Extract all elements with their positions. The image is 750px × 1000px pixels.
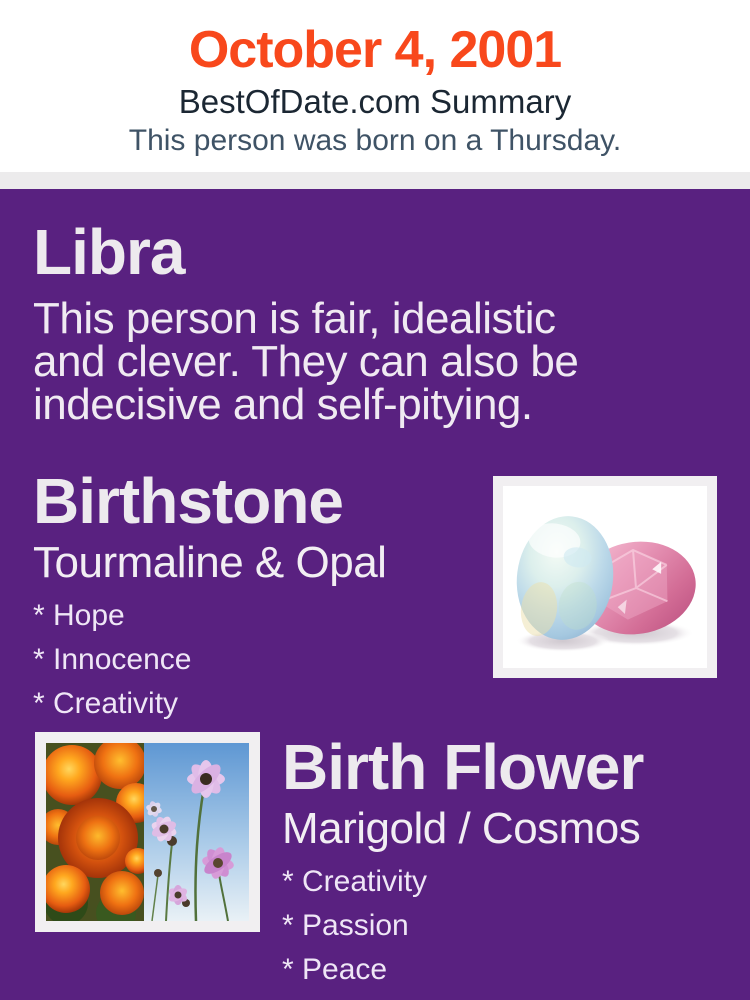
birthstone-trait: * Innocence — [33, 643, 192, 676]
marigold-and-cosmos-illustration — [46, 743, 249, 921]
birth-flower-trait: * Passion — [282, 909, 409, 942]
page-header — [0, 0, 750, 172]
zodiac-section — [33, 215, 717, 429]
birthstone-trait-list — [33, 600, 386, 720]
birth-flower-names: Marigold / Cosmos — [282, 804, 641, 853]
birthstone-text-column — [33, 464, 386, 720]
birthstone-names: Tourmaline & Opal — [33, 538, 387, 587]
summary-body — [0, 189, 750, 1000]
birth-flower-trait: * Creativity — [282, 865, 428, 898]
date-title: October 4, 2001 — [188, 21, 562, 79]
birthstone-section — [33, 464, 717, 720]
birthstone-trait: * Hope — [33, 599, 125, 632]
birth-flower-trait: * Peace — [282, 953, 388, 986]
birth-flower-text-column — [282, 730, 643, 986]
born-on-weekday-line: This person was born on a Thursday. — [128, 124, 622, 157]
birth-flower-heading: Birth Flower — [282, 731, 644, 803]
birth-flower-section — [33, 732, 717, 986]
marigold-photo-half — [46, 743, 156, 921]
opal-and-tourmaline-illustration — [503, 486, 707, 668]
birthstone-photo — [493, 476, 717, 678]
zodiac-description: This person is fair, idealistic and clever. They can also be indecisive and self-pitying. — [33, 294, 579, 429]
cosmos-photo-half — [144, 743, 249, 921]
birth-flower-trait-list — [282, 866, 643, 986]
birthstone-trait: * Creativity — [33, 687, 179, 720]
zodiac-sign-heading: Libra — [33, 216, 185, 288]
birth-flower-photo — [35, 732, 260, 932]
header-divider-bar — [0, 172, 750, 189]
birthstone-heading: Birthstone — [33, 465, 343, 537]
site-summary-title: BestOfDate.com Summary — [178, 83, 572, 120]
